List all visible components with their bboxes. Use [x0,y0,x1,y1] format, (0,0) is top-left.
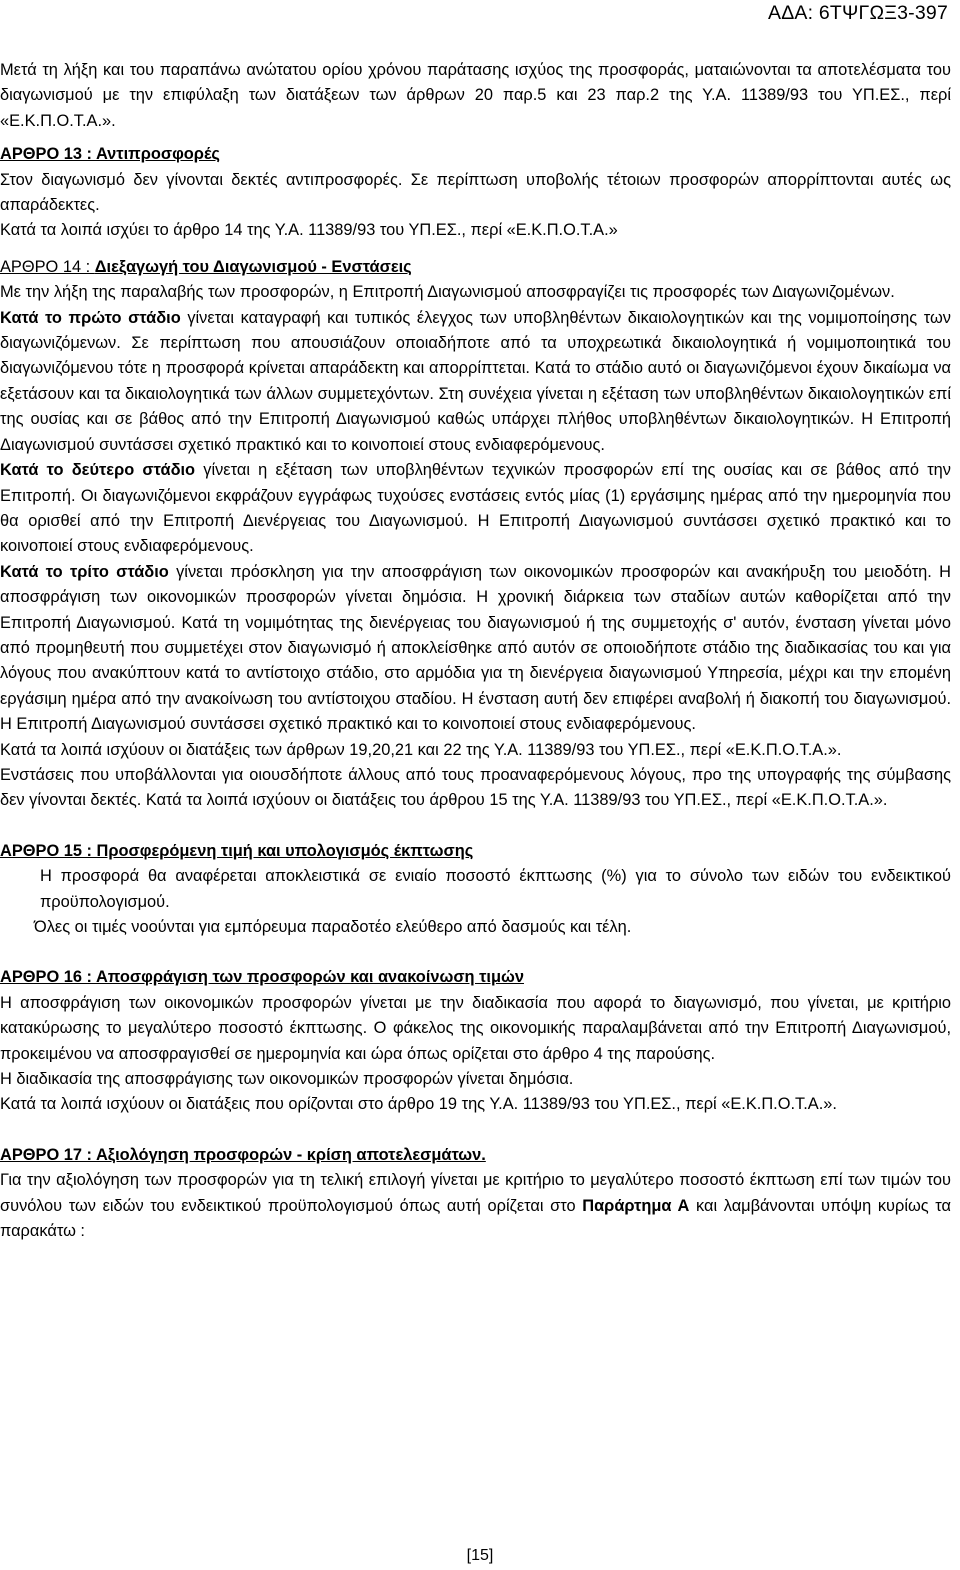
article-15-paragraph-2: Όλες οι τιμές νοούνται για εμπόρευμα παραδοτέο ελεύθερο από δασμούς και τέλη. [34,918,632,936]
article-14-stage-3 [0,560,951,738]
article-14-heading-title: Διεξαγωγή του Διαγωνισμού - Ενστάσεις [94,257,412,276]
spacer [0,940,951,965]
intro-paragraph: Μετά τη λήξη και του παραπάνω ανώτατου ορίου χρόνου παράτασης ισχύος της προσφοράς, ματαιώνονται τα αποτελέσματα του διαγωνισμού με την επιφύλαξη των διατάξεων των άρθρων 20 παρ.5 και 23 παρ.2 της Υ.Α. 11389/93 του ΥΠ.ΕΣ., περί «Ε.Κ.Π.Ο.Τ.Α.». [0,61,951,130]
article-16-heading: ΑΡΘΡΟ 16 : Αποσφράγιση των προσφορών και ανακοίνωση τιμών [0,968,524,987]
article-17-text-end: και λαμβάνονται υπόψη κυρίως τα παρακάτω : [0,1196,952,1241]
annex-a-reference: Παράρτημα Α [582,1196,690,1215]
stage-3-label: Κατά το τρίτο στάδιο [0,562,169,581]
spacer [0,1118,951,1143]
article-14-rest-paragraph: Κατά τα λοιπά ισχύουν οι διατάξεις των άρθρων 19,20,21 και 22 της Υ.Α. 11389/93 του ΥΠ.ΕΣ., περί «Ε.Κ.Π.Ο.Τ.Α.». [0,740,842,759]
article-17-text: Για την αξιολόγηση των προσφορών για τη τελική επιλογή γίνεται με κριτήριο το μεγαλύτερο ποσοστό έκπτωση επί των τιμών του συνόλου των ειδών του ενδεικτικού προϋπολογισμού όπως αυτή ορίζεται στο [0,1171,951,1215]
article-15-heading: ΑΡΘΡΟ 15 : Προσφερόμενη τιμή και υπολογισμός έκπτωσης [0,841,474,860]
article-14-objections-paragraph: Ενστάσεις που υποβάλλονται για οιουσδήποτε άλλους από τους προαναφερόμενους λόγους, προ της υπογραφής της σύμβασης δεν γίνονται δεκτές. Κατά τα λοιπά ισχύουν οι διατάξεις του άρθρου 15 της Υ.Α. 11389/93 του ΥΠ.ΕΣ., περί «Ε.Κ.Π.Ο.Τ.Α.». [0,765,951,810]
article-14-stage-2 [0,458,951,560]
document-body [0,58,951,1244]
article-13-heading: ΑΡΘΡΟ 13 : Αντιπροσφορές [0,145,220,164]
article-14-heading-prefix: ΑΡΘΡΟ 14 : [0,257,95,276]
stage-3-text: γίνεται πρόσκληση για την αποσφράγιση των οικονομικών προσφορών και ανακήρυξη του μειοδότη. Η αποσφράγιση των οικονομικών προσφορών γίνεται δημόσια. Η χρονική διάρκεια των σταδίων αυτών καθορίζεται από την Επιτροπή Διαγωνισμού. Κατά τη νομιμότητας της διενέργειας του διαγωνισμού ή της συμμετοχής σ' αυτόν, ένσταση γίνεται μόνο από προμηθευτή που συμμετέχει στον διαγωνισμό ή αποκλείσθηκε από αυτόν σε οποιοδήποτε στάδιο της διαδικασίας του και για λόγους που ανακύπτουν κατά το αντίστοιχο στάδιο, στο αρμόδια για τη διενέργεια διαγωνισμού Υπηρεσία, μέχρι και την επομένη εργάσιμη ημέρα από την ανακοίνωση του αντίστοιχου σταδίου. Η ένσταση αυτή δεν επιφέρει αναβολή ή διακοπή του διαγωνισμού. Η Επιτροπή Διαγωνισμού συντάσσει σχετικό πρακτικό και το κοινοποιεί στους ενδιαφερόμενους. [0,562,951,734]
article-14-stage-1 [0,306,951,458]
spacer [0,814,951,839]
stage-1-text: γίνεται καταγραφή και τυπικός έλεγχος των υποβληθέντων δικαιολογητικών και της νομιμοποίησης των διαγωνιζόμενων. Σε περίπτωση που απουσιάζουν οποιαδήποτε από τα υποχρεωτικά δικαιολογητικά ή νομιμοποιητικά του διαγωνιζόμενου τότε η προσφορά κρίνεται απαράδεκτη και απορρίπτεται. Κατά το στάδιο αυτό οι διαγωνιζόμενοι έχουν δικαίωμα να εξετάσουν και τα δικαιολογητικά των άλλων συμμετεχόντων. Στη συνέχεια γίνεται η εξέταση των υποβληθέντων δικαιολογητικών επί της ουσίας και σε βάθος από την Επιτροπή Διαγωνισμού καθώς υπάρχει πλήθος υποβληθέντων δικαιολογητικών. Η Επιτροπή Διαγωνισμού συντάσσει σχετικό πρακτικό και το κοινοποιεί στους ενδιαφερόμενους. [0,308,951,454]
article-17-heading: ΑΡΘΡΟ 17 : Αξιολόγηση προσφορών - κρίση αποτελεσμάτων. [0,1145,486,1164]
article-13-paragraph-2: Κατά τα λοιπά ισχύει το άρθρο 14 της Υ.Α. 11389/93 του ΥΠ.ΕΣ., περί «Ε.Κ.Π.Ο.Τ.Α.» [0,221,618,240]
article-16-paragraph-2: Η διαδικασία της αποσφράγισης των οικονομικών προσφορών γίνεται δημόσια. [0,1070,574,1089]
article-16-paragraph-3: Κατά τα λοιπά ισχύουν οι διατάξεις που ορίζονται στο άρθρο 19 της Υ.Α. 11389/93 του ΥΠ.ΕΣ., περί «Ε.Κ.Π.Ο.Τ.Α.». [0,1095,837,1114]
article-14-heading [0,255,951,280]
article-17-paragraph-1 [0,1168,951,1244]
article-16-paragraph-1: Η αποσφράγιση των οικονομικών προσφορών γίνεται με την διαδικασία που αφορά το διαγωνισμό, που γίνεται, με κριτήριο κατακύρωσης το μεγαλύτερο ποσοστό έκπτωσης. Ο φάκελος της οικονομικής παραλαμβάνεται από την Επιτροπή Διαγωνισμού, προκειμένου να αποσφραγισθεί σε ημερομηνία και ώρα όπως ορίζεται στο άρθρο 4 της παρούσης. [0,993,951,1063]
article-13-paragraph-1: Στον διαγωνισμό δεν γίνονται δεκτές αντιπροσφορές. Σε περίπτωση υποβολής τέτοιων προσφορών απορρίπτονται αυτές ως απαράδεκτες. [0,170,951,215]
ada-code: ΑΔΑ: 6ΤΨΓΩΞ3-397 [768,2,948,24]
article-15-paragraph-1: Η προσφορά θα αναφέρεται αποκλειστικά σε ενιαίο ποσοστό έκπτωσης (%) για το σύνολο των ειδών του ενδεικτικού προϋπολογισμού. [40,867,951,911]
stage-2-label: Κατά το δεύτερο στάδιο [0,461,196,480]
page-number: [15] [466,1547,494,1564]
article-14-paragraph-1: Με την λήξη της παραλαβής των προσφορών, η Επιτροπή Διαγωνισμού αποσφραγίζει τις προσφορές των Διαγωνιζομένων. [0,283,895,302]
stage-1-label: Κατά το πρώτο στάδιο [0,308,181,327]
stage-2-text: γίνεται η εξέταση των υποβληθέντων τεχνικών προσφορών επί της ουσίας και σε βάθος από την Επιτροπή. Οι διαγωνιζόμενοι εκφράζουν εγγράφως τυχούσες ενστάσεις εντός μίας (1) εργάσιμης ημέρας από την ημερομηνία που θα ορισθεί από την Επιτροπή Διενέργειας του Διαγωνισμού. Η Επιτροπή Διαγωνισμού συντάσσει σχετικό πρακτικό και το κοινοποιεί στους ενδιαφερόμενους. [0,461,951,556]
